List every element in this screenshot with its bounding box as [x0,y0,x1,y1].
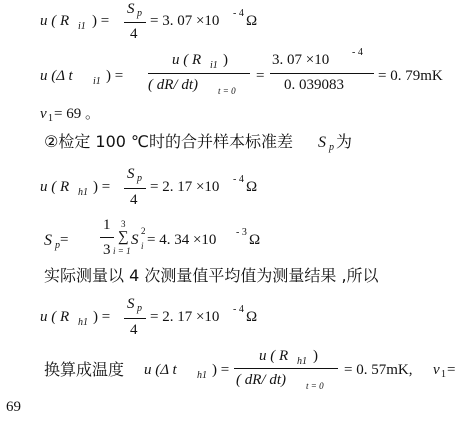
eq4-unit: Ω [249,232,261,248]
eq5-numerator-sub: p [137,303,142,314]
eq3-denominator: 4 [130,192,138,208]
eq2-frac1-denominator-sub: t = 0 [218,86,236,96]
eq3-numerator: S [127,166,135,182]
eq3-unit: Ω [246,179,258,195]
eq4-fraction-bar [100,237,114,238]
eq2-fraction-bar-2 [270,73,374,74]
eq1-unit: Ω [246,13,258,29]
eq2-frac1-numerator-close: ) [223,52,228,68]
item-2-suffix: 为 [336,132,353,151]
eq2-frac1-numerator: u ( R [172,52,202,68]
eq3-exponent: - 4 [233,174,244,185]
eq6-numerator: u ( R [259,348,289,364]
eq3-lhs: u ( R [40,179,70,195]
item-2-symbol-sub: p [329,142,334,153]
eq1-denominator: 4 [130,26,138,42]
eq6-numerator-sub: h1 [297,356,307,367]
eq4-sum-upper: 3 [121,219,126,229]
eq2-frac2-exponent: - 4 [352,47,363,58]
eq2-frac2-denominator: 0. 039083 [284,77,344,93]
eq6-v-sub: 1 [441,369,446,380]
eq5-fraction-bar [124,318,146,319]
eq4-fraction-denominator: 3 [103,242,111,258]
eq5-lhs: u ( R [40,309,70,325]
item-2-text: ②检定 100 ℃时的合并样本标准差 [44,132,294,151]
eq2-lhs-sub: i1 [93,76,101,87]
eq4-fraction-numerator: 1 [103,217,111,233]
eq4-s-subscript: i [141,241,144,251]
eq1-lhs-close: ) = [92,13,110,29]
eq3-lhs-sub: h1 [78,187,88,198]
eq2-frac1-denominator: ( dR/ dt) [148,77,198,93]
eq6-result: = 0. 57mK, [344,362,413,378]
continuation-value: 69 [6,399,21,415]
eq1-rhs: = 3. 07 ×10 [150,13,220,29]
eq5-lhs-close: ) = [93,309,111,325]
eq5-rhs: = 2. 17 ×10 [150,309,220,325]
eq1-numerator-sub: p [137,8,142,19]
eq2-lhs-close: ) = [106,68,124,84]
eq4-sum-lower: i = 1 [113,246,131,256]
v1-symbol: v [40,106,47,122]
eq5-denominator: 4 [130,322,138,338]
eq1-fraction-bar [124,22,146,23]
eq2-result: = 0. 79mK [378,68,443,84]
eq3-numerator-sub: p [137,173,142,184]
eq3-rhs: = 2. 17 ×10 [150,179,220,195]
eq1-lhs-sub: i1 [78,21,86,32]
eq6-lhs-close: ) = [212,362,230,378]
item-2-symbol: S [318,134,326,151]
eq5-lhs-sub: h1 [78,317,88,328]
eq3-fraction-bar [124,188,146,189]
eq4-s-superscript: 2 [141,226,146,236]
eq6-denominator: ( dR/ dt) [236,372,286,388]
eq2-frac2-numerator: 3. 07 ×10 [272,52,330,68]
eq5-unit: Ω [246,309,258,325]
eq6-v-symbol: v [433,362,440,378]
eq6-lhs: u (Δ t [144,362,177,378]
eq1-exponent: - 4 [233,8,244,19]
eq6-fraction-bar [234,368,338,369]
v1-symbol-sub: 1 [48,113,53,124]
eq4-exponent: - 3 [236,227,247,238]
eq5-numerator: S [127,296,135,312]
eq6-v-equals: = [447,362,456,378]
eq2-frac1-numerator-sub: i1 [210,60,218,71]
eq4-sum-sign: ∑ [118,229,129,245]
eq6-denominator-sub: t = 0 [306,381,324,391]
eq1-lhs: u ( R [40,13,70,29]
v1-value: = 69 。 [54,106,100,122]
eq4-rhs: = 4. 34 ×10 [147,232,217,248]
eq6-prefix: 换算成温度 [44,360,125,379]
eq2-fraction-bar-1 [148,73,250,74]
eq4-lhs-sub: p [55,240,60,251]
eq4-equals: = [60,232,69,248]
eq6-lhs-sub: h1 [197,370,207,381]
eq2-equals: = [256,68,265,84]
eq1-numerator: S [127,1,135,17]
paragraph-measurement-note: 实际测量以 4 次测量值平均值为测量结果 ,所以 [44,266,379,285]
eq6-numerator-close: ) [313,348,318,364]
eq3-lhs-close: ) = [93,179,111,195]
eq4-s-symbol: S [131,232,139,248]
eq2-lhs: u (Δ t [40,68,73,84]
eq5-exponent: - 4 [233,304,244,315]
eq4-lhs: S [44,232,52,249]
